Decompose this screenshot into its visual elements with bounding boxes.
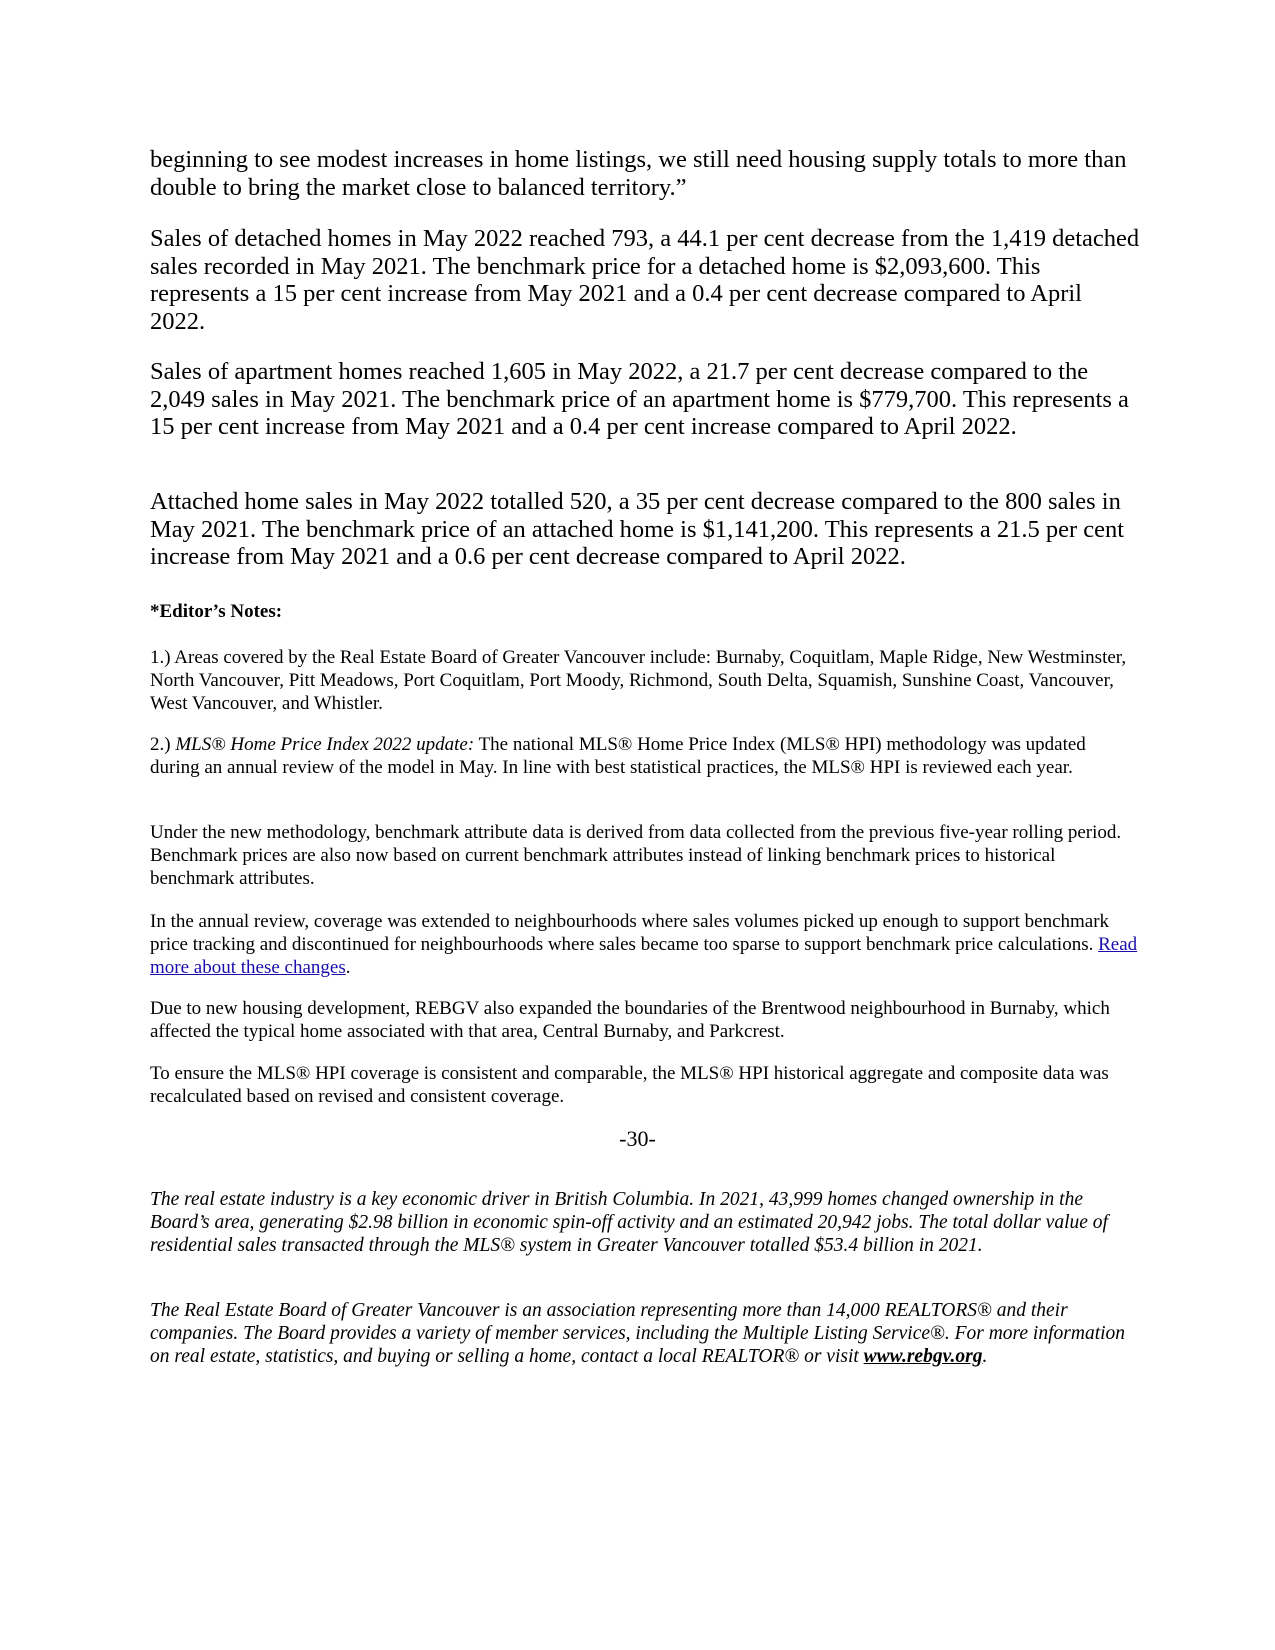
note-hpi-body: The national MLS® Home Price Index (MLS® HPI) methodology was updated during an annual review of the model in May. In line with best statistical practices, the MLS® HPI is reviewed each year. xyxy=(150,734,1086,778)
board-paragraph xyxy=(150,1299,1140,1368)
editors-notes-heading: *Editor’s Notes: xyxy=(150,601,283,622)
note-coverage-end: . xyxy=(345,957,351,978)
end-marker: -30- xyxy=(619,1126,656,1151)
industry-paragraph: The real estate industry is a key economic driver in British Columbia. In 2021, 43,999 homes changed ownership in the Board’s area, generating $2.98 billion in economic spin-off activity and an estimated 20,942 jobs. The total dollar value of residential sales transacted through the MLS® system in Greater Vancouver totalled $53.4 billion in 2021. xyxy=(150,1189,1108,1256)
note-methodology: Under the new methodology, benchmark attribute data is derived from data collected from the previous five-year rolling period. Benchmark prices are also now based on current benchmark attributes instead of linking benchmark prices to historical benchmark attributes. xyxy=(150,822,1122,889)
board-paragraph-body: The Real Estate Board of Greater Vancouver is an association representing more than 14,000 REALTORS® and their companies. The Board provides a variety of member services, including the Multiple Listing Service®. For more information on real estate, statistics, and buying or selling a home, contact a local REALTOR® or visit xyxy=(150,1300,1126,1367)
note-recalculated: To ensure the MLS® HPI coverage is consistent and comparable, the MLS® HPI historical aggregate and composite data was recalculated based on revised and consistent coverage. xyxy=(150,1063,1109,1107)
paragraph-apartment-sales: Sales of apartment homes reached 1,605 in May 2022, a 21.7 per cent decrease compared to the 2,049 sales in May 2021. The benchmark price of an apartment home is $779,700. This represents a 15 per cent increase from May 2021 and a 0.4 per cent increase compared to April 2022. xyxy=(150,358,1129,441)
note-coverage-body: In the annual review, coverage was extended to neighbourhoods where sales volumes picked up enough to support benchmark price tracking and discontinued for neighbourhoods where sales became too sparse to support benchmark price calculations. xyxy=(150,911,1110,955)
note-hpi-update xyxy=(150,733,1140,779)
read-more-link[interactable]: Read more about these changes xyxy=(150,934,1138,978)
note-hpi-prefix: 2.) xyxy=(150,734,176,755)
note-brentwood: Due to new housing development, REBGV also expanded the boundaries of the Brentwood neighbourhood in Burnaby, which affected the typical home associated with that area, Central Burnaby, and Parkcrest. xyxy=(150,998,1110,1042)
website-link[interactable]: www.rebgv.org xyxy=(863,1346,983,1367)
note-hpi-title: MLS® Home Price Index 2022 update: xyxy=(175,734,475,755)
note-coverage xyxy=(150,910,1140,979)
note-areas-covered: 1.) Areas covered by the Real Estate Board of Greater Vancouver include: Burnaby, Coquitlam, Maple Ridge, New Westminster, North Vancouver, Pitt Meadows, Port Coquitlam, Port Moody, Richmond, South Delta, Squamish, Sunshine Coast, Vancouver, West Vancouver, and Whistler. xyxy=(150,647,1127,714)
paragraph-quote-end: beginning to see modest increases in home listings, we still need housing supply totals to more than double to bring the market close to balanced territory.” xyxy=(150,146,1127,201)
paragraph-attached-sales: Attached home sales in May 2022 totalled 520, a 35 per cent decrease compared to the 800 sales in May 2021. The benchmark price of an attached home is $1,141,200. This represents a 21.5 per cent increase from May 2021 and a 0.6 per cent decrease compared to April 2022. xyxy=(150,488,1125,571)
paragraph-detached-sales: Sales of detached homes in May 2022 reached 793, a 44.1 per cent decrease from the 1,419 detached sales recorded in May 2021. The benchmark price for a detached home is $2,093,600. This represents a 15 per cent increase from May 2021 and a 0.4 per cent decrease compared to April 2022. xyxy=(150,225,1140,335)
board-paragraph-end: . xyxy=(982,1346,988,1367)
